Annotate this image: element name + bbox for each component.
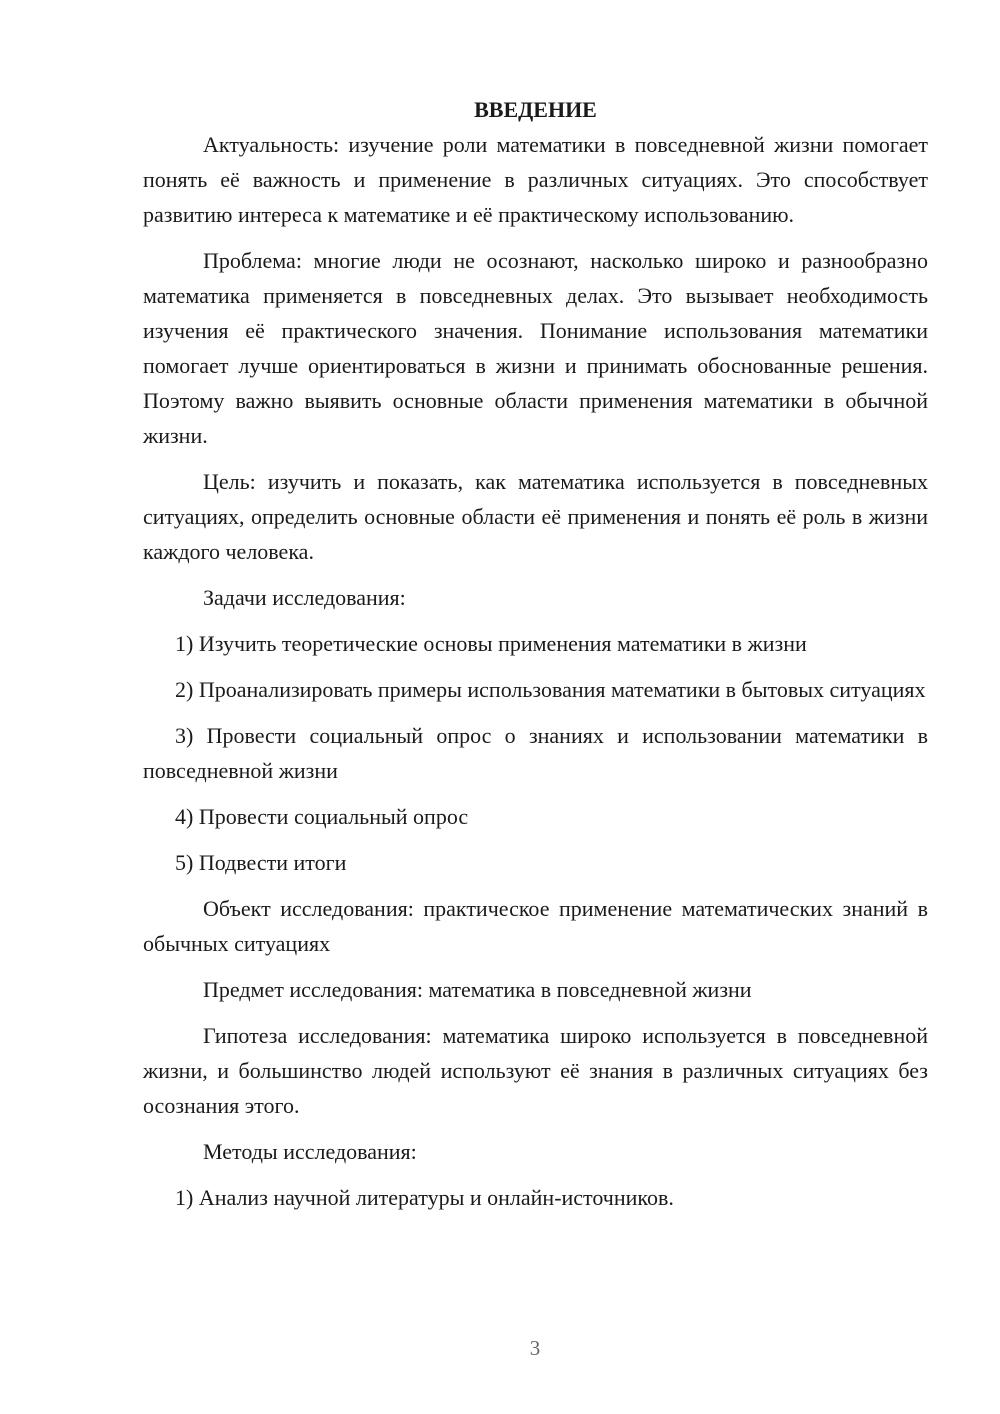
task-item-5: 5) Подвести итоги [175, 850, 347, 875]
paragraph-tasks-label: Задачи исследования: [203, 585, 406, 610]
document-page [143, 92, 928, 1226]
paragraph-problem: Проблема: многие люди не осознают, насколько широко и разнообразно математика применяется в повседневных делах. Это вызывает необходимость изучения её практического значения. Понимание использования математики помогает лучше ориентироваться в жизни и принимать обоснованные решения. Поэтому важно выявить основные области применения математики в обычной жизни. [143, 248, 928, 448]
method-item-1: 1) Анализ научной литературы и онлайн-источников. [175, 1185, 674, 1210]
task-item-2: 2) Проанализировать примеры использования математики в бытовых ситуациях [175, 677, 926, 702]
section-heading: ВВЕДЕНИЕ [474, 97, 597, 122]
paragraph-relevance: Актуальность: изучение роли математики в повседневной жизни помогает понять её важность и применение в различных ситуациях. Это способствует развитию интереса к математике и её практическому использованию. [143, 132, 928, 227]
task-item-3: 3) Провести социальный опрос о знаниях и использовании математики в повседневной жизни [143, 723, 928, 783]
task-item-4: 4) Провести социальный опрос [175, 804, 469, 829]
page-number: 3 [529, 1336, 541, 1360]
paragraph-goal: Цель: изучить и показать, как математика используется в повседневных ситуациях, определить основные области её применения и понять её роль в жизни каждого человека. [143, 469, 928, 564]
paragraph-object: Объект исследования: практическое применение математических знаний в обычных ситуациях [143, 896, 928, 956]
task-item-1: 1) Изучить теоретические основы применения математики в жизни [175, 631, 807, 656]
paragraph-hypothesis: Гипотеза исследования: математика широко используется в повседневной жизни, и большинство людей используют её знания в различных ситуациях без осознания этого. [143, 1023, 928, 1118]
paragraph-subject: Предмет исследования: математика в повседневной жизни [203, 977, 752, 1002]
paragraph-methods-label: Методы исследования: [203, 1139, 417, 1164]
